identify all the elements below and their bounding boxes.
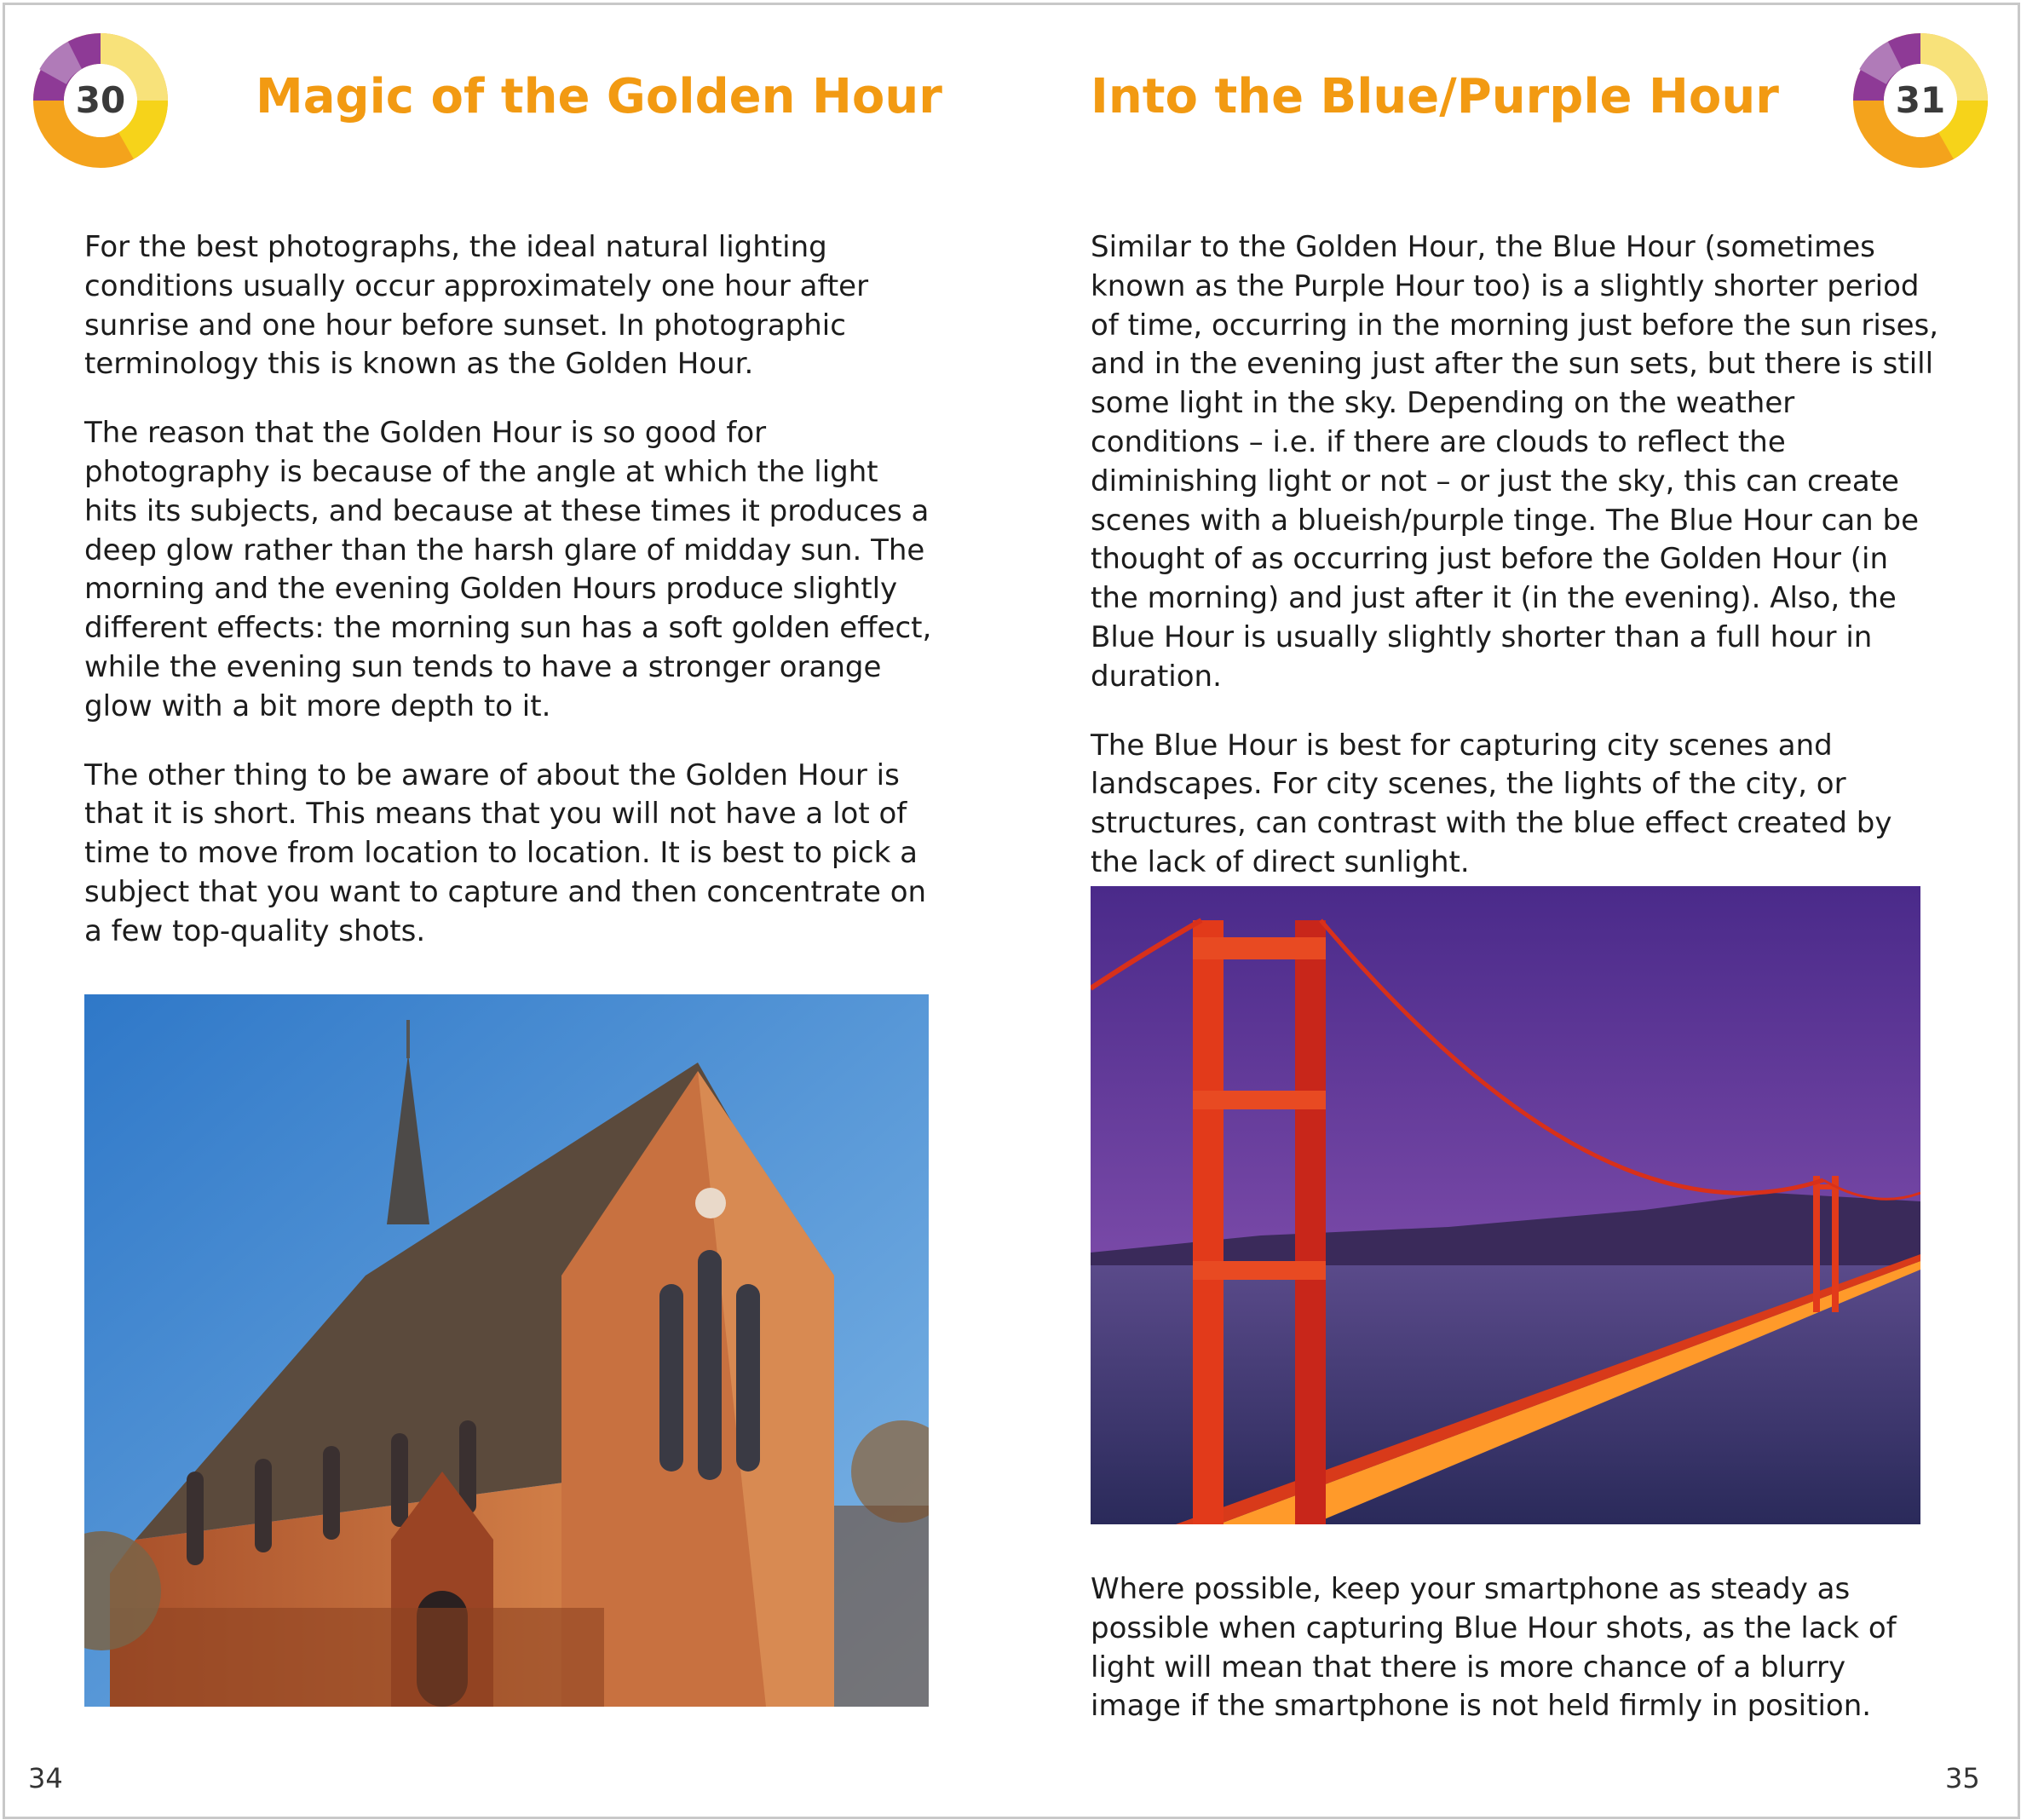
church-photo	[84, 994, 929, 1707]
right-paragraph-1: Similar to the Golden Hour, the Blue Hour (sometimes known as the Purple Hour too) is a slightly shorter period of time, occurring in the morning just before the sun rises, and in the evening just after the sun sets, but there is still some light in the sky. Depending on the weather conditions – i.e. if there are clouds to reflect the diminishing light or not – or just the sky, this can create scenes with a blueish/purple tinge. The Blue Hour can be thought of as occurring just before the Golden Hour (in the morning) and just after it (in the evening). Also, the Blue Hour is usually slightly shorter than a full hour in duration.	[1091, 230, 1939, 694]
left-page-title: Magic of the Golden Hour	[256, 69, 942, 124]
left-body-text	[84, 228, 936, 982]
chapter-badge-left	[32, 32, 169, 169]
left-page-number: 34	[28, 1762, 63, 1794]
left-paragraph-1: For the best photographs, the ideal natural lighting conditions usually occur approximately one hour after sunrise and one hour before sunset. In photographic terminology this is known as the Golden Hour.	[84, 230, 869, 382]
right-page-title: Into the Blue/Purple Hour	[1091, 69, 1779, 124]
right-paragraph-3: Where possible, keep your smartphone as steady as possible when capturing Blue Hour shots, as the lack of light will mean that there is more chance of a blurry image if the smartphone is not held firmly in position.	[1091, 1572, 1897, 1724]
right-closing-text	[1091, 1570, 1943, 1756]
left-paragraph-2: The reason that the Golden Hour is so good for photography is because of the angle at which the light hits its subjects, and because at these times it produces a deep glow rather than the harsh glare of midday sun. The morning and the evening Golden Hours produce slightly different effects: the morning sun has a soft golden effect, while the evening sun tends to have a stronger orange glow with a bit more depth to it.	[84, 416, 932, 723]
left-paragraph-3: The other thing to be aware of about the Golden Hour is that it is short. This means that you will not have a lot of time to move from location to location. It is best to pick a subject that you want to capture and then concentrate on a few top-quality shots.	[84, 757, 927, 948]
chapter-number-right: 31	[1895, 79, 1946, 121]
chapter-number-left: 30	[75, 79, 126, 121]
right-body-text	[1091, 228, 1943, 913]
chapter-badge-right	[1852, 32, 1989, 169]
bridge-photo	[1091, 886, 1920, 1524]
right-paragraph-2: The Blue Hour is best for capturing city scenes and landscapes. For city scenes, the lights of the city, or structures, can contrast with the blue effect created by the lack of direct sunlight.	[1091, 728, 1892, 879]
right-page-number: 35	[1945, 1762, 1980, 1794]
